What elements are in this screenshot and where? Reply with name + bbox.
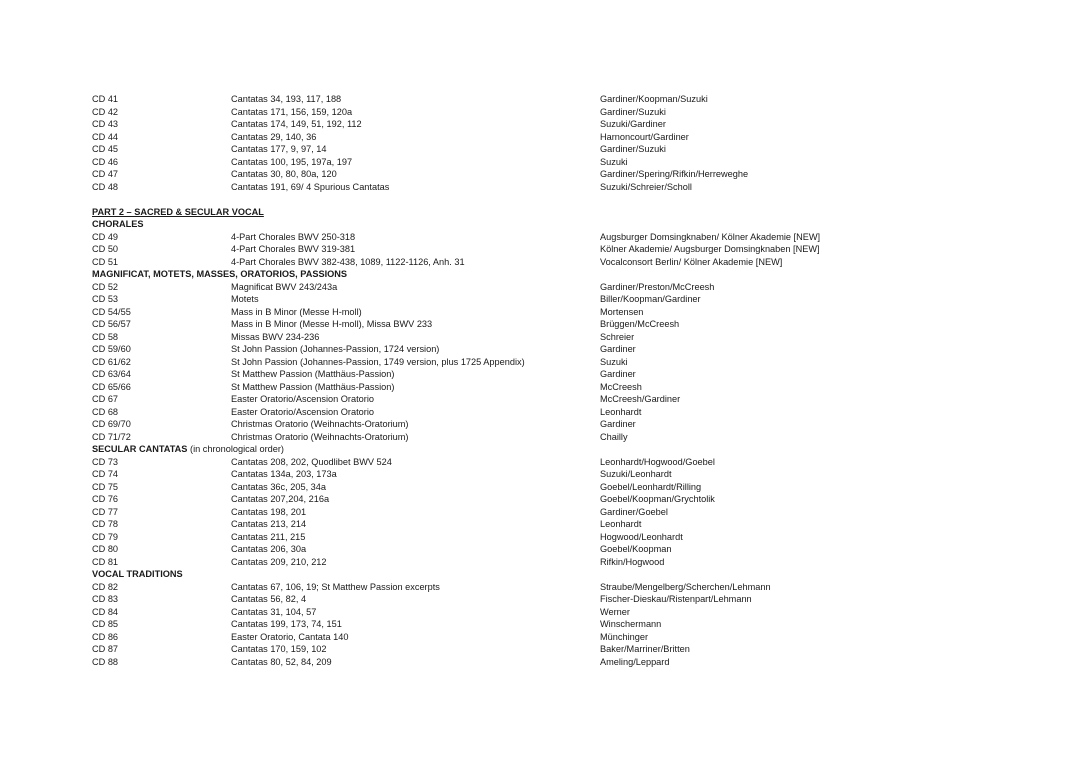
- work-title: Cantatas 198, 201: [231, 506, 307, 517]
- list-item: [92, 243, 1032, 256]
- section-heading: VOCAL TRADITIONS: [92, 569, 183, 579]
- cd-number: CD 48: [92, 181, 119, 192]
- cd-number: CD 74: [92, 469, 119, 479]
- list-item: [92, 581, 1032, 594]
- performers: Straube/Mengelberg/Scherchen/Lehmann: [600, 581, 771, 592]
- work-title: Cantatas 134a, 203, 173a: [231, 469, 337, 479]
- section-heading-note: (in chronological order): [187, 444, 284, 454]
- work-title: Cantatas 80, 52, 84, 209: [231, 656, 332, 667]
- cd-number: CD 46: [92, 156, 119, 167]
- cd-number: CD 47: [92, 169, 119, 179]
- work-title: 4-Part Chorales BWV 250-318: [231, 231, 356, 242]
- performers: Fischer-Dieskau/Ristenpart/Lehmann: [600, 594, 752, 604]
- work-title: Missas BWV 234-236: [231, 331, 320, 342]
- list-item: [92, 343, 1032, 356]
- section-heading: [92, 443, 1032, 456]
- cd-number: CD 63/64: [92, 369, 131, 379]
- performers: Vocalconsort Berlin/ Kölner Akademie [NEW]: [600, 256, 783, 267]
- cd-number: CD 56/57: [92, 319, 131, 329]
- cd-number: CD 69/70: [92, 419, 131, 429]
- list-item: [92, 306, 1032, 319]
- work-title: St John Passion (Johannes-Passion, 1749 version, plus 1725 Appendix): [231, 356, 525, 367]
- section-magnificat-passions: [92, 268, 1032, 443]
- list-item: [92, 356, 1032, 369]
- performers: McCreesh/Gardiner: [600, 394, 681, 404]
- performers: Gardiner: [600, 344, 636, 354]
- performers: Gardiner/Spering/Rifkin/Herreweghe: [600, 169, 749, 179]
- list-item: [92, 618, 1032, 631]
- list-item: [92, 531, 1032, 544]
- performers: Münchinger: [600, 631, 649, 642]
- cd-number: CD 50: [92, 244, 119, 254]
- performers: Chailly: [600, 431, 628, 442]
- cd-number: CD 73: [92, 456, 119, 467]
- cd-number: CD 85: [92, 619, 119, 629]
- cd-number: CD 65/66: [92, 381, 131, 392]
- cd-number: CD 51: [92, 256, 119, 267]
- cd-number: CD 83: [92, 594, 119, 604]
- list-item: [92, 456, 1032, 469]
- cd-number: CD 81: [92, 556, 119, 567]
- performers: Ameling/Leppard: [600, 656, 670, 667]
- work-title: Cantatas 209, 210, 212: [231, 556, 327, 567]
- cd-listing: [92, 93, 1032, 668]
- performers: Hogwood/Leonhardt: [600, 531, 683, 542]
- list-item: [92, 118, 1032, 131]
- section-heading-title: SECULAR CANTATAS: [92, 444, 188, 454]
- performers: McCreesh: [600, 381, 642, 392]
- work-title: Cantatas 36c, 205, 34a: [231, 481, 327, 492]
- cd-number: CD 59/60: [92, 344, 131, 354]
- cd-number: CD 45: [92, 144, 119, 154]
- work-title: Cantatas 207,204, 216a: [231, 494, 330, 504]
- work-title: Cantatas 31, 104, 57: [231, 606, 317, 617]
- work-title: Cantatas 208, 202, Quodlibet BWV 524: [231, 456, 392, 467]
- work-title: Mass in B Minor (Messe H-moll): [231, 306, 362, 317]
- work-title: Motets: [231, 294, 259, 304]
- list-item: [92, 93, 1032, 106]
- performers: Biller/Koopman/Gardiner: [600, 294, 701, 304]
- work-title: Cantatas 206, 30a: [231, 544, 307, 554]
- performers: Suzuki/Schreier/Scholl: [600, 181, 692, 192]
- cd-number: CD 68: [92, 406, 119, 417]
- performers: Baker/Marriner/Britten: [600, 644, 690, 654]
- performers: Mortensen: [600, 306, 644, 317]
- list-item: [92, 156, 1032, 169]
- list-item: [92, 518, 1032, 531]
- performers: Gardiner/Koopman/Suzuki: [600, 94, 708, 104]
- cd-number: CD 42: [92, 106, 119, 117]
- performers: Goebel/Koopman/Grychtolik: [600, 494, 715, 504]
- list-item: [92, 493, 1032, 506]
- section-secular-cantatas: [92, 443, 1032, 568]
- performers: Gardiner: [600, 419, 636, 429]
- list-item: [92, 293, 1032, 306]
- list-item: [92, 468, 1032, 481]
- performers: Gardiner: [600, 369, 636, 379]
- work-title: 4-Part Chorales BWV 319-381: [231, 244, 356, 254]
- cd-number: CD 87: [92, 644, 119, 654]
- list-item: [92, 393, 1032, 406]
- work-title: Cantatas 211, 215: [231, 531, 306, 542]
- list-item: [92, 643, 1032, 656]
- list-item: [92, 656, 1032, 669]
- list-item: [92, 181, 1032, 194]
- cd-number: CD 54/55: [92, 306, 131, 317]
- performers: Gardiner/Suzuki: [600, 106, 666, 117]
- cd-number: CD 80: [92, 544, 119, 554]
- work-title: St Matthew Passion (Matthäus-Passion): [231, 369, 395, 379]
- cd-number: CD 86: [92, 631, 119, 642]
- cd-number: CD 84: [92, 606, 119, 617]
- work-title: Cantatas 56, 82, 4: [231, 594, 307, 604]
- list-item: [92, 481, 1032, 494]
- work-title: Cantatas 100, 195, 197a, 197: [231, 156, 353, 167]
- work-title: Christmas Oratorio (Weihnachts-Oratorium): [231, 431, 409, 442]
- performers: Suzuki: [600, 156, 628, 167]
- work-title: Cantatas 213, 214: [231, 519, 307, 529]
- cd-number: CD 76: [92, 494, 119, 504]
- list-item: [92, 143, 1032, 156]
- cd-number: CD 75: [92, 481, 119, 492]
- cd-number: CD 67: [92, 394, 119, 404]
- list-item: [92, 556, 1032, 569]
- performers: Suzuki/Leonhardt: [600, 469, 672, 479]
- work-title: Cantatas 30, 80, 80a, 120: [231, 169, 337, 179]
- part-heading: PART 2 – SACRED & SECULAR VOCAL: [92, 206, 264, 217]
- work-title: 4-Part Chorales BWV 382-438, 1089, 1122-1126, Anh. 31: [231, 256, 465, 267]
- work-title: Cantatas 67, 106, 19; St Matthew Passion excerpts: [231, 581, 440, 592]
- cd-number: CD 79: [92, 531, 119, 542]
- section-heading: CHORALES: [92, 219, 144, 229]
- list-item: [92, 593, 1032, 606]
- list-item: [92, 231, 1032, 244]
- performers: Schreier: [600, 331, 635, 342]
- section-heading: MAGNIFICAT, MOTETS, MASSES, ORATORIOS, PASSIONS: [92, 269, 348, 279]
- list-item: [92, 331, 1032, 344]
- performers: Leonhardt: [600, 406, 642, 417]
- list-item: [92, 256, 1032, 269]
- cd-number: CD 82: [92, 581, 119, 592]
- cd-number: CD 43: [92, 119, 119, 129]
- cd-number: CD 88: [92, 656, 119, 667]
- work-title: Mass in B Minor (Messe H-moll), Missa BWV 233: [231, 319, 433, 329]
- section-chorales: [92, 206, 1032, 269]
- list-item: [92, 131, 1032, 144]
- performers: Gardiner/Preston/McCreesh: [600, 281, 715, 292]
- work-title: Christmas Oratorio (Weihnachts-Oratorium): [231, 419, 409, 429]
- cd-number: CD 71/72: [92, 431, 131, 442]
- performers: Suzuki: [600, 356, 628, 367]
- work-title: Cantatas 191, 69/ 4 Spurious Cantatas: [231, 181, 390, 192]
- cd-number: CD 77: [92, 506, 119, 517]
- list-item: [92, 606, 1032, 619]
- performers: Gardiner/Goebel: [600, 506, 668, 517]
- list-item: [92, 631, 1032, 644]
- work-title: St Matthew Passion (Matthäus-Passion): [231, 381, 395, 392]
- work-title: Easter Oratorio/Ascension Oratorio: [231, 394, 374, 404]
- performers: Suzuki/Gardiner: [600, 119, 666, 129]
- list-item: [92, 381, 1032, 394]
- list-item: [92, 106, 1032, 119]
- performers: Goebel/Koopman: [600, 544, 672, 554]
- work-title: Easter Oratorio, Cantata 140: [231, 631, 349, 642]
- performers: Harnoncourt/Gardiner: [600, 131, 689, 142]
- performers: Augsburger Domsingknaben/ Kölner Akademie [NEW]: [600, 231, 821, 242]
- work-title: Cantatas 199, 173, 74, 151: [231, 619, 342, 629]
- work-title: Easter Oratorio/Ascension Oratorio: [231, 406, 374, 417]
- cd-number: CD 49: [92, 231, 119, 242]
- work-title: Cantatas 170, 159, 102: [231, 644, 327, 654]
- cd-number: CD 53: [92, 294, 119, 304]
- cd-number: CD 44: [92, 131, 119, 142]
- section-cantatas-continued: [92, 93, 1032, 193]
- performers: Gardiner/Suzuki: [600, 144, 666, 154]
- work-title: Cantatas 174, 149, 51, 192, 112: [231, 119, 362, 129]
- section-vocal-traditions: [92, 568, 1032, 668]
- list-item: [92, 543, 1032, 556]
- list-item: [92, 406, 1032, 419]
- performers: Werner: [600, 606, 630, 617]
- performers: Kölner Akademie/ Augsburger Domsingknaben [NEW]: [600, 244, 820, 254]
- list-item: [92, 431, 1032, 444]
- list-item: [92, 368, 1032, 381]
- list-item: [92, 281, 1032, 294]
- performers: Brüggen/McCreesh: [600, 319, 680, 329]
- work-title: Cantatas 177, 9, 97, 14: [231, 144, 327, 154]
- list-item: [92, 506, 1032, 519]
- work-title: Cantatas 171, 156, 159, 120a: [231, 106, 353, 117]
- cd-number: CD 41: [92, 94, 119, 104]
- list-item: [92, 418, 1032, 431]
- list-item: [92, 318, 1032, 331]
- performers: Leonhardt/Hogwood/Goebel: [600, 456, 715, 467]
- work-title: Cantatas 29, 140, 36: [231, 131, 317, 142]
- performers: Goebel/Leonhardt/Rilling: [600, 481, 702, 492]
- performers: Leonhardt: [600, 519, 642, 529]
- work-title: St John Passion (Johannes-Passion, 1724 version): [231, 344, 440, 354]
- cd-number: CD 52: [92, 281, 119, 292]
- work-title: Magnificat BWV 243/243a: [231, 281, 338, 292]
- cd-number: CD 61/62: [92, 356, 131, 367]
- cd-number: CD 78: [92, 519, 119, 529]
- spacer: [92, 193, 1032, 206]
- cd-number: CD 58: [92, 331, 119, 342]
- work-title: Cantatas 34, 193, 117, 188: [231, 94, 342, 104]
- performers: Winschermann: [600, 619, 662, 629]
- list-item: [92, 168, 1032, 181]
- performers: Rifkin/Hogwood: [600, 556, 665, 567]
